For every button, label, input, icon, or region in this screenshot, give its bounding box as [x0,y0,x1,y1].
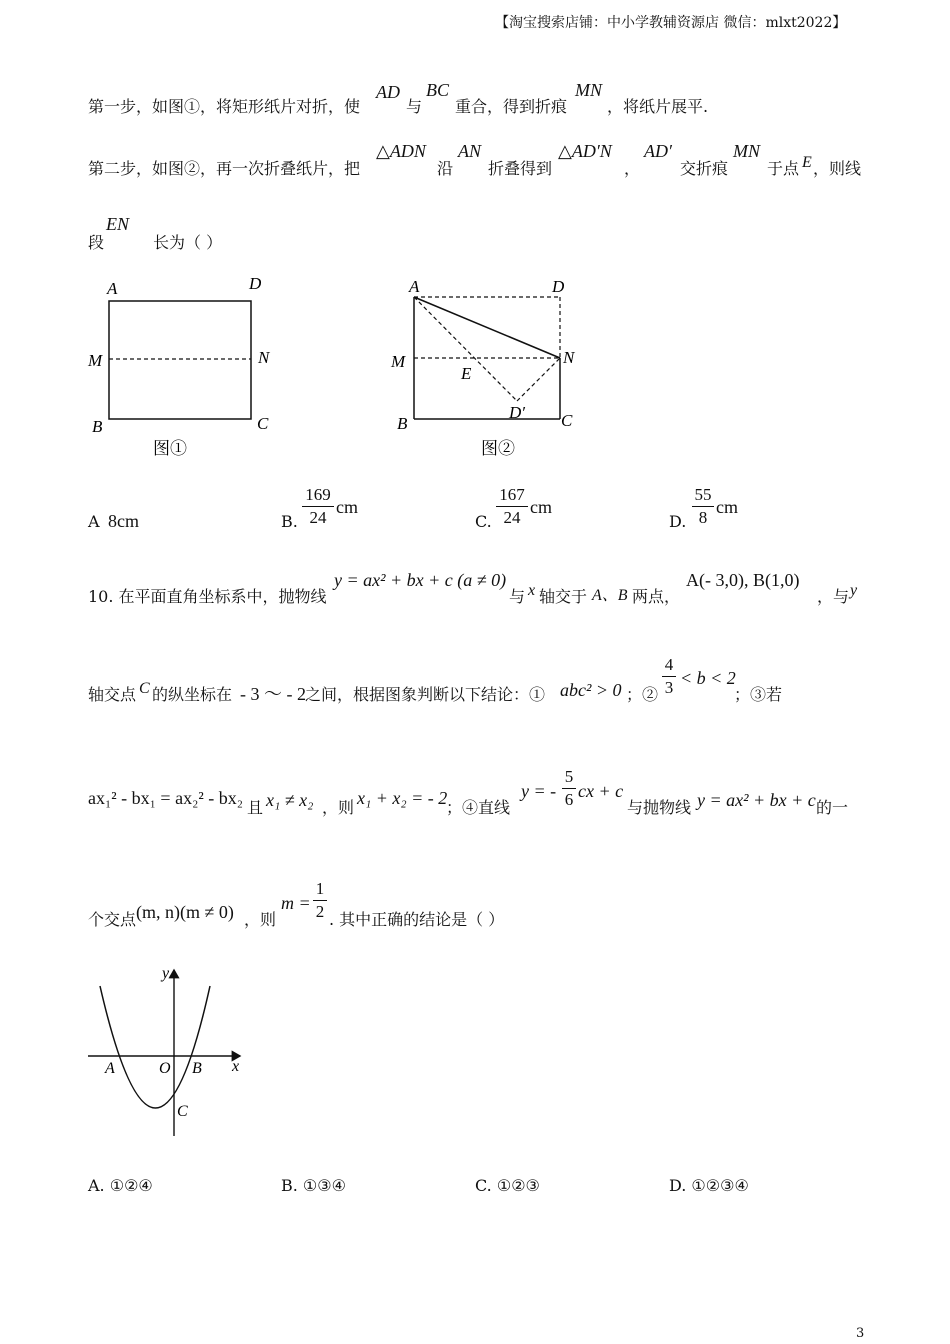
q10-option-B: B. ①③④ [281,1176,346,1195]
q10-c4-m-num: 1 [315,879,325,898]
q10-c4-num: 5 [564,767,574,786]
graph-label-x: x [232,1058,240,1075]
q10-c3-result: x₁ + x₂ = - 2 [357,788,448,808]
q10-option-C: C. ①②③ [475,1176,540,1195]
graph-label-C: C [177,1103,188,1120]
q9-step2-text-d: 于点 [767,159,800,178]
fig1-label-B: B [92,417,103,436]
q10-line4-c: . 其中正确的结论是（ ） [329,910,505,929]
q10-c4-m-fraction [313,879,327,922]
q9-EN: EN [106,214,130,234]
q9-MN: MN [575,80,602,100]
graph-label-O: O [159,1060,171,1077]
q10-c4-m: m = [281,893,311,913]
q9-step2-text-c: 交折痕 [680,159,729,178]
q10-c2-rest: < b < 2 [680,668,736,688]
graph-label-A: A [105,1060,115,1077]
q10-line1-e: ，与 [817,587,850,606]
q9-step2-text-b: 折叠得到 [488,159,553,178]
q9-option-B-num: 169 [305,485,331,504]
q9-with: 与 [406,97,423,116]
page-number: 3 [856,1326,865,1341]
q9-option-B-unit: cm [336,497,358,517]
fig1-rectangle [109,301,251,419]
q10-semi1: ；② [626,685,659,704]
q10-c2-den: 3 [664,678,674,697]
q9-option-A-value: 8cm [108,511,139,531]
q9-AN: AN [458,141,482,161]
q9-MN-2: MN [733,141,760,161]
q10-line2-d: ；③若 [734,685,783,704]
q10-line4-b: ，则 [244,910,277,929]
q9-option-D-den: 8 [698,508,708,527]
fig1-label-N: N [258,348,270,367]
q9-option-D-label: D. [669,512,687,531]
fig2-dashed-DpN [517,358,560,401]
q10-y: y [850,582,858,599]
q10-option-D: D. ①②③④ [669,1176,749,1195]
q10-points: A(- 3,0), B(1,0) [686,570,800,590]
parabola-curve [100,986,210,1108]
fig2-label-B: B [397,414,408,433]
q10-parabola-2: y = ax² + bx + c [697,790,816,810]
q9-BC: BC [426,80,450,100]
q9-tri-ADN: △ADN [376,141,426,161]
figure-2 [385,268,595,468]
fig1-label-A: A [107,279,118,298]
fig2-label-M: M [391,352,406,371]
q9-tri-ADpN: △AD′N [558,141,612,161]
fig2-label-C: C [561,411,573,430]
fig2-label-N: N [563,348,575,367]
q9-along: 沿 [437,159,454,178]
q9-option-C-den: 24 [503,508,521,527]
q9-seg: 段 [88,233,105,252]
q10-then: ，则 [322,798,355,817]
fig2-label-D: D [552,277,565,296]
q10-line2-c: 之间，根据图象判断以下结论：① [305,685,546,704]
q10-c4-m-den: 2 [315,902,325,921]
q9-point-E: E [802,154,812,171]
q10-and: 且 [247,798,264,817]
q10-c4-rest: cx + c [578,781,624,801]
q9-option-C-num: 167 [499,485,525,504]
fig1-label-D: D [249,274,262,293]
q9-comma: ， [624,159,641,178]
fig1-label-M: M [88,351,103,370]
q10-line1-c: 轴交于 [539,587,588,606]
q9-step1-text-b: 重合，得到折痕 [455,97,568,116]
graph-label-B: B [192,1060,202,1077]
q10-parabola-graph [80,960,260,1150]
q10-range: - 3 ～ - 2 [240,684,306,704]
q9-option-D-unit: cm [716,497,738,517]
q9-ADp: AD′ [644,141,672,161]
q9-option-B-den: 24 [309,508,327,527]
q10-parabola: y = ax² + bx + c (a ≠ 0) [334,570,507,590]
q9-option-D-num: 55 [694,485,712,504]
fig1-label-C: C [257,414,269,433]
q10-line2-a: 轴交点 [88,685,137,704]
fig1-caption: 图① [153,439,187,458]
q10-C: C [139,680,150,697]
q9-option-C-fraction [496,485,528,528]
q10-line1-a: 10. 在平面直角坐标系中，抛物线 [88,587,327,606]
q10-conclusion-1: abc² > 0 [560,680,622,700]
q10-line3-b: ；④直线 [446,798,511,817]
q10-c4-den: 6 [564,790,574,809]
q10-c2-num: 4 [664,655,674,674]
q9-step2-text-e: ，则线 [813,159,862,178]
q10-line1-b: 与 [509,587,526,606]
fig2-label-Dp: D′ [509,403,525,422]
q9-option-B-label: B. [281,512,298,531]
q9-option-A-label: A [88,512,100,531]
q9-step2-text-a: 第二步，如图②，再一次折叠纸片，把 [88,159,361,178]
q9-step1-text-c: ，将纸片展平. [607,97,709,116]
q10-line3-d: 的一 [816,798,849,817]
q10-line1-d: 两点， [632,587,681,606]
q9-step1-text-a: 第一步，如图①，将矩形纸片对折，使 [88,97,361,116]
q10-AB: A、B [592,587,628,604]
q10-option-A: A. ①②④ [88,1176,153,1195]
graph-label-y: y [162,965,170,982]
fig2-label-E: E [461,364,472,383]
q9-option-C-unit: cm [530,497,552,517]
q10-line3-c: 与抛物线 [627,798,692,817]
fig2-line-AN [414,297,560,358]
q10-c4-y: y = - [521,781,557,801]
q10-c3-cond: x₁ ≠ x₂ [266,790,314,810]
figure-1 [80,268,290,468]
q10-line4-a: 个交点 [88,910,137,929]
q10-c4-fraction [562,767,576,810]
page-header: 【淘宝搜索店铺：中小学教辅资源店 微信：mlxt2022】 [495,15,847,31]
q10-c2-fraction [662,655,676,698]
q9-AD: AD [376,82,400,102]
q10-c3-expr: ax₁² - bx₁ = ax₂² - bx₂ [88,788,244,808]
q9-step2-text-f: 长为（ ） [153,233,223,252]
q10-line2-b: 的纵坐标在 [152,685,233,704]
fig2-dashed-ADp [414,297,517,401]
q9-option-B-fraction [302,485,334,528]
q9-option-D-fraction [692,485,714,528]
q10-x: x [528,582,536,599]
fig2-caption: 图② [481,439,515,458]
q10-c4-point: (m, n)(m ≠ 0) [136,902,234,922]
fig2-label-A: A [409,277,420,296]
q9-option-C-label: C. [475,512,492,531]
